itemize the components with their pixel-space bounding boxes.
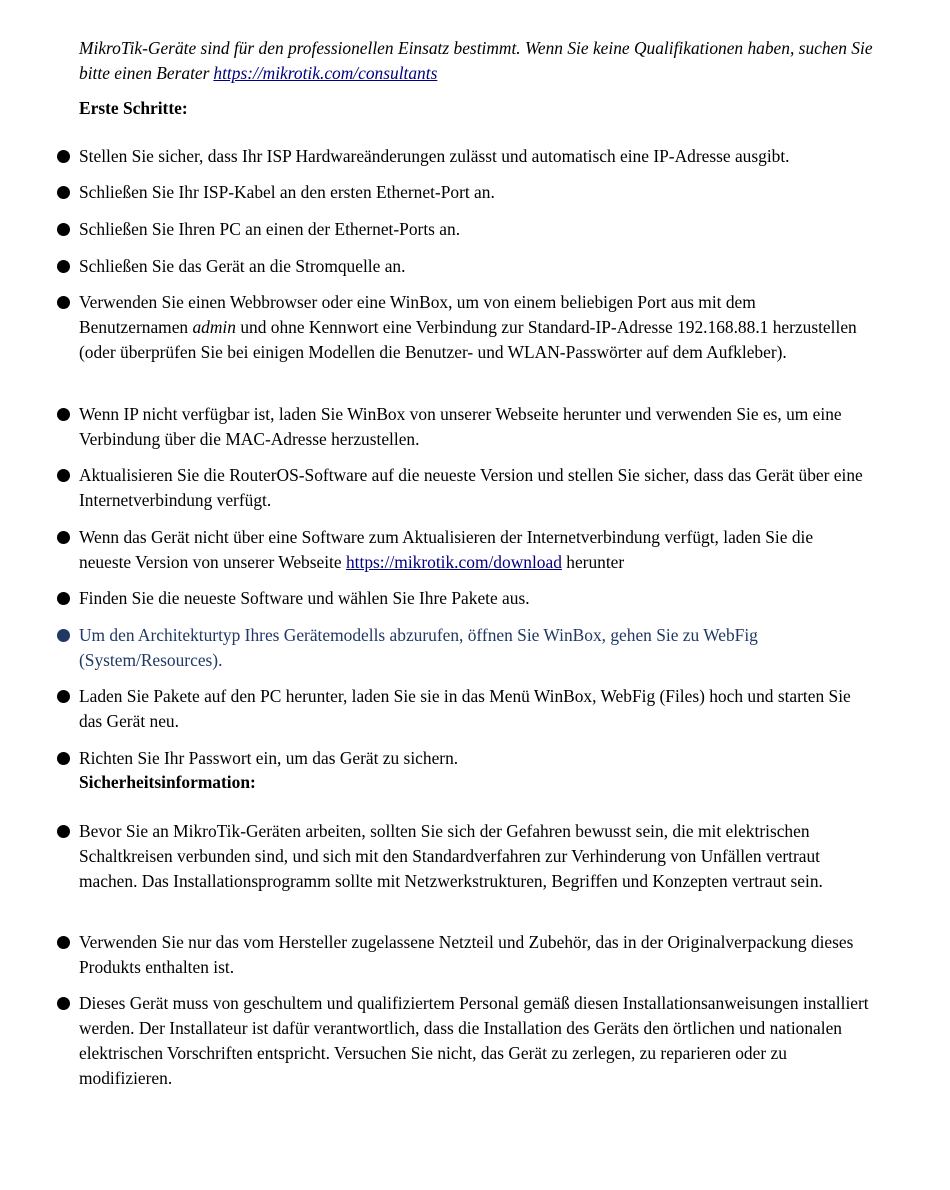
bullet-icon (57, 223, 70, 236)
bullet-icon (57, 296, 70, 309)
list-item (79, 290, 869, 365)
list-item-text-part: herunter (561, 552, 625, 572)
list-item-text-part: Verwenden Sie einen Webbrowser oder eine WinBox, um von einem beliebigen Port aus mit dem Benutzernamen (79, 292, 756, 337)
bullet-icon (57, 592, 70, 605)
list-item-highlighted (79, 623, 869, 673)
list-item-text: Finden Sie die neueste Software und wählen Sie Ihre Pakete aus. (79, 588, 530, 608)
list-item (79, 586, 869, 611)
list-item-text: Dieses Gerät muss von geschultem und qualifiziertem Personal gemäß diesen Installationsanweisungen installiert werden. Der Installateur ist dafür verantwortlich, dass die Installation des Geräts den örtlichen und nationalen elektrischen Vorschriften entspricht. Versuchen Sie nicht, das Gerät zu zerlegen, zu reparieren oder zu modifizieren. (79, 993, 869, 1088)
list-item (79, 254, 869, 279)
bullet-icon (57, 531, 70, 544)
list-item (79, 746, 869, 771)
intro-text: MikroTik-Geräte sind für den professionellen Einsatz bestimmt. Wenn Sie keine Qualifikationen haben, suchen Sie bitte einen Berater (79, 38, 873, 83)
list-item (79, 991, 869, 1091)
list-item (79, 217, 869, 242)
list-item (79, 525, 869, 575)
list-item (79, 180, 869, 205)
list-item-text: Schließen Sie das Gerät an die Stromquelle an. (79, 256, 406, 276)
bullet-icon (57, 997, 70, 1010)
list-item-text: Richten Sie Ihr Passwort ein, um das Gerät zu sichern. (79, 748, 459, 768)
list-item-text: Um den Architekturtyp Ihres Gerätemodells abzurufen, öffnen Sie WinBox, gehen Sie zu WebFig (System/Resources). (79, 625, 758, 670)
safety-information-heading: Sicherheitsinformation: (79, 772, 256, 792)
list-item-text-part: Wenn das Gerät nicht über eine Software zum Aktualisieren der Internetverbindung verfügt, laden Sie die neueste Version von unserer Webseite (79, 527, 814, 572)
list-item-text: Schließen Sie Ihr ISP-Kabel an den ersten Ethernet-Port an. (79, 182, 495, 202)
bullet-icon (57, 752, 70, 765)
list-item (79, 144, 869, 169)
list-item-text-part: und ohne Kennwort eine Verbindung zur Standard-IP-Adresse 192.168.88.1 herzustellen (oder überprüfen Sie bei einigen Modellen die Benutzer- und WLAN-Passwörter auf dem Aufkleber). (79, 317, 857, 362)
intro-paragraph (79, 36, 879, 86)
bullet-icon (57, 408, 70, 421)
bullet-icon (57, 629, 70, 642)
list-item (79, 819, 869, 894)
list-item-text: Schließen Sie Ihren PC an einen der Ethernet-Ports an. (79, 219, 461, 239)
consultants-link[interactable]: https://mikrotik.com/consultants (213, 63, 438, 83)
bullet-icon (57, 469, 70, 482)
bullet-icon (57, 825, 70, 838)
username-admin: admin (192, 317, 236, 337)
list-item (79, 463, 869, 513)
list-item (79, 402, 869, 452)
list-item-text: Bevor Sie an MikroTik-Geräten arbeiten, sollten Sie sich der Gefahren bewusst sein, die mit elektrischen Schaltkreisen verbunden sind, und sich mit den Standardverfahren zur Verhinderung von Unfällen vertraut machen. Das Installationsprogramm sollte mit Netzwerkstrukturen, Begriffen und Konzepten vertraut sein. (79, 821, 823, 891)
list-item (79, 930, 869, 980)
getting-started-heading: Erste Schritte: (79, 98, 188, 118)
bullet-icon (57, 936, 70, 949)
bullet-icon (57, 150, 70, 163)
list-item-text: Laden Sie Pakete auf den PC herunter, laden Sie sie in das Menü WinBox, WebFig (Files) hoch und starten Sie das Gerät neu. (79, 686, 851, 731)
bullet-icon (57, 186, 70, 199)
list-item (79, 684, 869, 734)
list-item-text: Aktualisieren Sie die RouterOS-Software auf die neueste Version und stellen Sie sicher, dass das Gerät über eine Internetverbindung verfügt. (79, 465, 863, 510)
bullet-icon (57, 690, 70, 703)
bullet-icon (57, 260, 70, 273)
list-item-text: Wenn IP nicht verfügbar ist, laden Sie WinBox von unserer Webseite herunter und verwenden Sie es, um eine Verbindung über die MAC-Adresse herzustellen. (79, 404, 842, 449)
list-item-text: Verwenden Sie nur das vom Hersteller zugelassene Netzteil und Zubehör, das in der Originalverpackung dieses Produkts enthalten ist. (79, 932, 854, 977)
list-item-text: Stellen Sie sicher, dass Ihr ISP Hardwareänderungen zulässt und automatisch eine IP-Adresse ausgibt. (79, 146, 790, 166)
download-link[interactable]: https://mikrotik.com/download (345, 552, 562, 572)
